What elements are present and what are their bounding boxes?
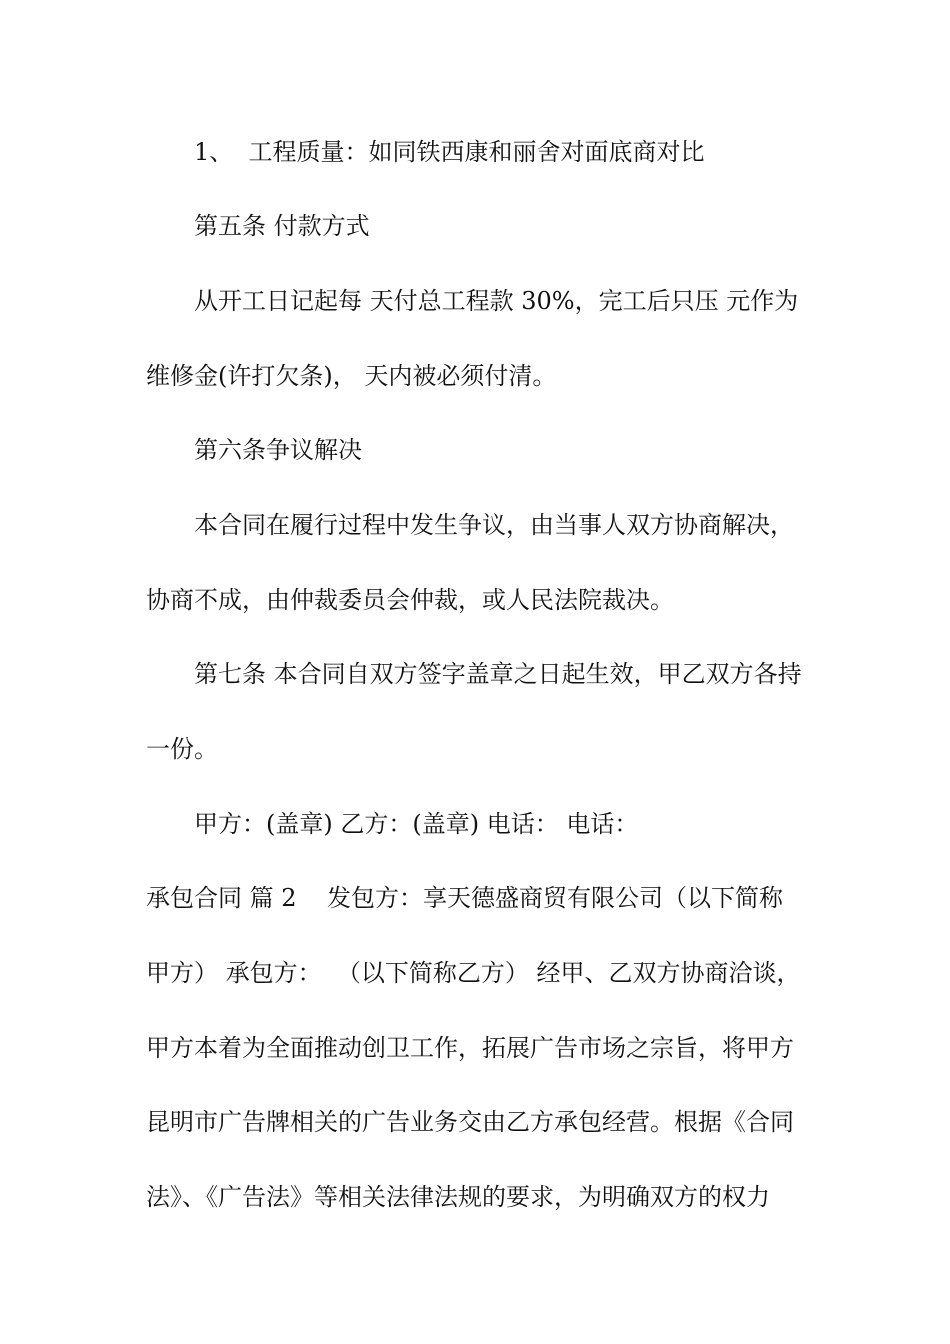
contract-2-intro-5: 法》、《广告法》等相关法律法规的要求，为明确双方的权力 bbox=[146, 1183, 770, 1211]
clause-line-effect-2: 一份。 bbox=[146, 735, 218, 763]
clause-line-effect-1: 第七条 本合同自双方签字盖章之日起生效，甲乙双方各持 bbox=[194, 660, 802, 688]
clause-line-dispute-1: 本合同在履行过程中发生争议，由当事人双方协商解决， bbox=[194, 511, 794, 539]
clause-heading-payment: 第五条 付款方式 bbox=[194, 212, 370, 240]
contract-2-intro-1: 承包合同 篇 2 发包方：享天德盛商贸有限公司（以下简称 bbox=[146, 884, 784, 912]
contract-2-intro-3: 甲方本着为全面推动创卫工作，拓展广告市场之宗旨，将甲方 bbox=[146, 1034, 794, 1062]
clause-line-dispute-2: 协商不成，由仲裁委员会仲裁，或人民法院裁决。 bbox=[146, 586, 674, 614]
clause-line-payment-2: 维修金(许打欠条)， 天内被必须付清。 bbox=[146, 362, 557, 390]
contract-2-intro-2: 甲方） 承包方： （以下简称乙方） 经甲、乙双方协商洽谈， bbox=[146, 959, 801, 987]
clause-line-quality: 1、 工程质量：如同铁西康和丽舍对面底商对比 bbox=[194, 138, 705, 166]
clause-heading-dispute: 第六条争议解决 bbox=[194, 436, 362, 464]
clause-line-payment-1: 从开工日记起每 天付总工程款 30%，完工后只压 元作为 bbox=[194, 287, 799, 315]
contract-2-intro-4: 昆明市广告牌相关的广告业务交由乙方承包经营。根据《合同 bbox=[146, 1108, 794, 1136]
signature-line: 甲方：(盖章) 乙方：(盖章) 电话： 电话： bbox=[194, 810, 639, 838]
